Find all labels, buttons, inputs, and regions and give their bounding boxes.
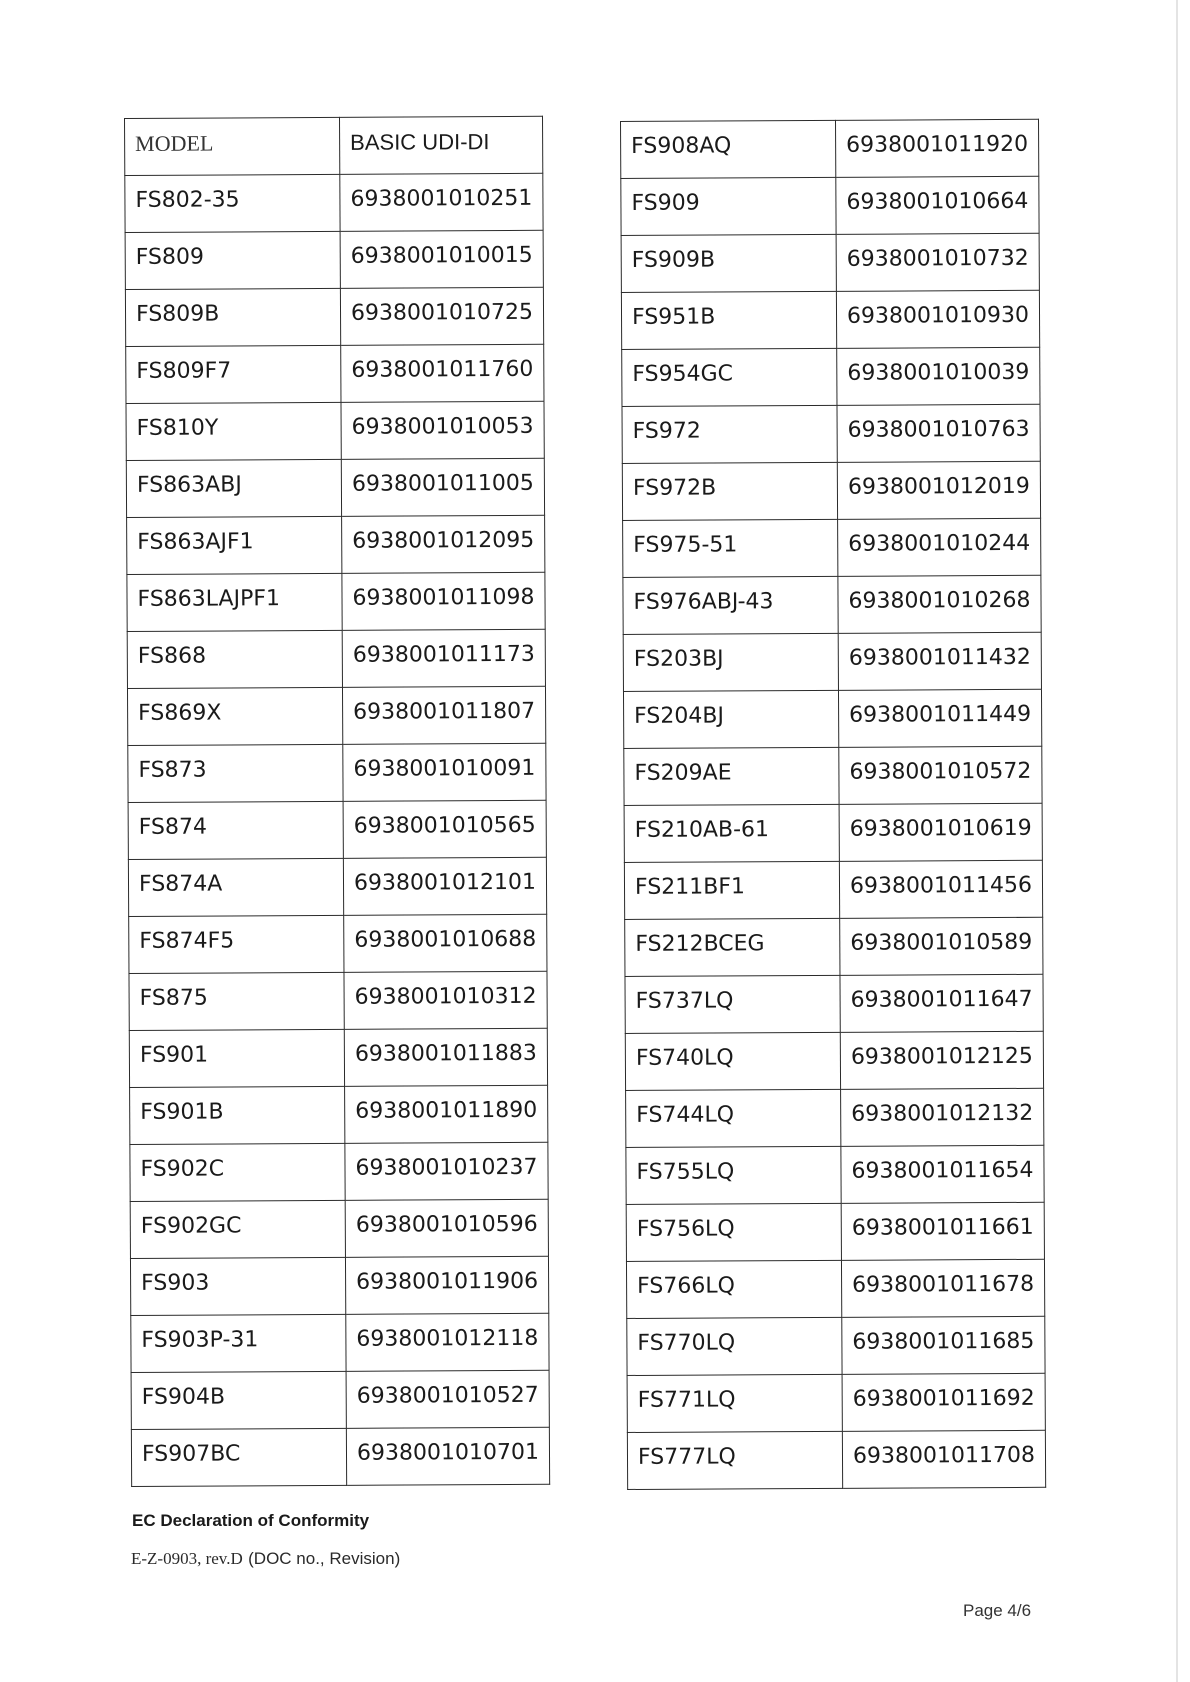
udi-cell: 6938001011173 bbox=[342, 629, 545, 687]
model-column-header: MODEL bbox=[125, 117, 340, 175]
table-row bbox=[127, 629, 545, 688]
table-row bbox=[625, 974, 1043, 1033]
model-cell: FS903P-31 bbox=[131, 1314, 346, 1372]
table-row bbox=[625, 1031, 1043, 1090]
model-cell: FS875 bbox=[129, 972, 344, 1030]
model-cell: FS777LQ bbox=[627, 1431, 842, 1489]
model-cell: FS976ABJ-43 bbox=[623, 576, 838, 634]
udi-cell: 6938001011678 bbox=[841, 1259, 1044, 1317]
table-header-row bbox=[125, 116, 543, 175]
udi-cell: 6938001010091 bbox=[343, 743, 546, 801]
model-cell: FS809F7 bbox=[126, 345, 341, 403]
udi-cell: 6938001010527 bbox=[346, 1370, 549, 1428]
udi-cell: 6938001010268 bbox=[838, 575, 1041, 633]
model-cell: FS771LQ bbox=[627, 1374, 842, 1432]
table-row bbox=[626, 1202, 1044, 1261]
table-row bbox=[621, 176, 1039, 235]
table-row bbox=[126, 344, 544, 403]
udi-cell: 6938001011449 bbox=[838, 689, 1041, 747]
table-row bbox=[626, 1145, 1044, 1204]
table-row bbox=[129, 1028, 547, 1087]
model-cell: FS874F5 bbox=[129, 915, 344, 973]
udi-cell: 6938001010312 bbox=[344, 971, 547, 1029]
udi-cell: 6938001012132 bbox=[841, 1088, 1044, 1146]
table-row bbox=[130, 1142, 548, 1201]
table-row bbox=[627, 1430, 1045, 1489]
model-cell: FS975-51 bbox=[623, 519, 838, 577]
page-edge-shadow bbox=[1176, 0, 1178, 1682]
model-cell: FS901B bbox=[130, 1086, 345, 1144]
table-row bbox=[623, 632, 1041, 691]
table-row bbox=[624, 803, 1042, 862]
table-row bbox=[125, 287, 543, 346]
udi-cell: 6938001011906 bbox=[345, 1256, 548, 1314]
udi-cell: 6938001012118 bbox=[346, 1313, 549, 1371]
udi-table-left-body bbox=[125, 116, 550, 1486]
udi-cell: 6938001011760 bbox=[341, 344, 544, 402]
table-row bbox=[626, 1259, 1044, 1318]
model-cell: FS907BC bbox=[131, 1428, 346, 1486]
udi-cell: 6938001010664 bbox=[836, 176, 1039, 234]
udi-table-right-body bbox=[621, 119, 1046, 1489]
model-cell: FS211BF1 bbox=[624, 861, 839, 919]
udi-cell: 6938001011432 bbox=[838, 632, 1041, 690]
udi-cell: 6938001010565 bbox=[343, 800, 546, 858]
udi-cell: 6938001011890 bbox=[345, 1085, 548, 1143]
table-row bbox=[625, 917, 1043, 976]
table-row bbox=[130, 1199, 548, 1258]
model-cell: FS766LQ bbox=[626, 1260, 841, 1318]
model-cell: FS972 bbox=[622, 405, 837, 463]
table-row bbox=[621, 290, 1039, 349]
udi-cell: 6938001010732 bbox=[836, 233, 1039, 291]
udi-cell: 6938001011708 bbox=[842, 1430, 1045, 1488]
model-cell: FS972B bbox=[622, 462, 837, 520]
document-code-note: (DOC no., Revision) bbox=[248, 1549, 401, 1568]
model-cell: FS874A bbox=[128, 858, 343, 916]
table-row bbox=[128, 800, 546, 859]
udi-table-left bbox=[124, 116, 550, 1487]
udi-cell: 6938001010725 bbox=[340, 287, 543, 345]
udi-cell: 6938001010688 bbox=[344, 914, 547, 972]
udi-cell: 6938001010251 bbox=[340, 173, 543, 231]
udi-cell: 6938001010596 bbox=[345, 1199, 548, 1257]
table-row bbox=[622, 347, 1040, 406]
udi-cell: 6938001012125 bbox=[840, 1031, 1043, 1089]
udi-cell: 6938001010589 bbox=[840, 917, 1043, 975]
model-cell: FS863ABJ bbox=[126, 459, 341, 517]
model-cell: FS909B bbox=[621, 234, 836, 292]
model-cell: FS203BJ bbox=[623, 633, 838, 691]
udi-cell: 6938001010039 bbox=[837, 347, 1040, 405]
udi-cell: 6938001011654 bbox=[841, 1145, 1044, 1203]
table-row bbox=[127, 515, 545, 574]
document-code: E-Z-0903, rev.D bbox=[131, 1549, 243, 1568]
model-cell: FS737LQ bbox=[625, 975, 840, 1033]
table-row bbox=[129, 914, 547, 973]
model-cell: FS756LQ bbox=[626, 1203, 841, 1261]
udi-cell: 6938001010053 bbox=[341, 401, 544, 459]
table-row bbox=[128, 743, 546, 802]
table-row bbox=[623, 689, 1041, 748]
table-row bbox=[127, 572, 545, 631]
table-row bbox=[125, 230, 543, 289]
table-row bbox=[624, 860, 1042, 919]
model-cell: FS902GC bbox=[130, 1200, 345, 1258]
model-cell: FS770LQ bbox=[627, 1317, 842, 1375]
udi-cell: 6938001012101 bbox=[343, 857, 546, 915]
model-cell: FS810Y bbox=[126, 402, 341, 460]
document-reference bbox=[131, 1549, 400, 1569]
udi-cell: 6938001010763 bbox=[837, 404, 1040, 462]
udi-cell: 6938001011883 bbox=[344, 1028, 547, 1086]
table-row bbox=[621, 119, 1039, 178]
udi-cell: 6938001011098 bbox=[342, 572, 545, 630]
model-cell: FS740LQ bbox=[625, 1032, 840, 1090]
udi-column-header: BASIC UDI-DI bbox=[339, 116, 542, 174]
udi-cell: 6938001011692 bbox=[842, 1373, 1045, 1431]
model-cell: FS809 bbox=[125, 231, 340, 289]
table-row bbox=[627, 1373, 1045, 1432]
table-row bbox=[130, 1085, 548, 1144]
table-row bbox=[128, 857, 546, 916]
table-row bbox=[622, 461, 1040, 520]
model-cell: FS951B bbox=[621, 291, 836, 349]
model-cell: FS901 bbox=[129, 1029, 344, 1087]
udi-cell: 6938001011661 bbox=[841, 1202, 1044, 1260]
udi-cell: 6938001011647 bbox=[840, 974, 1043, 1032]
table-row bbox=[127, 686, 545, 745]
table-row bbox=[626, 1088, 1044, 1147]
table-row bbox=[126, 458, 544, 517]
model-cell: FS809B bbox=[125, 288, 340, 346]
udi-cell: 6938001010015 bbox=[340, 230, 543, 288]
model-cell: FS869X bbox=[127, 687, 342, 745]
model-cell: FS903 bbox=[130, 1257, 345, 1315]
table-row bbox=[125, 173, 543, 232]
model-cell: FS902C bbox=[130, 1143, 345, 1201]
model-cell: FS873 bbox=[128, 744, 343, 802]
udi-cell: 6938001012019 bbox=[837, 461, 1040, 519]
model-cell: FS755LQ bbox=[626, 1146, 841, 1204]
table-row bbox=[621, 233, 1039, 292]
model-cell: FS908AQ bbox=[621, 120, 836, 178]
table-row bbox=[130, 1256, 548, 1315]
udi-cell: 6938001010244 bbox=[838, 518, 1041, 576]
table-row bbox=[623, 518, 1041, 577]
udi-cell: 6938001010930 bbox=[836, 290, 1039, 348]
table-row bbox=[627, 1316, 1045, 1375]
udi-cell: 6938001011807 bbox=[342, 686, 545, 744]
model-cell: FS868 bbox=[127, 630, 342, 688]
model-cell: FS909 bbox=[621, 177, 836, 235]
table-row bbox=[622, 404, 1040, 463]
udi-cell: 6938001010572 bbox=[839, 746, 1042, 804]
table-row bbox=[131, 1313, 549, 1372]
model-cell: FS904B bbox=[131, 1371, 346, 1429]
model-cell: FS744LQ bbox=[626, 1089, 841, 1147]
table-row bbox=[131, 1427, 549, 1486]
udi-cell: 6938001010619 bbox=[839, 803, 1042, 861]
udi-table-right bbox=[620, 119, 1046, 1490]
udi-cell: 6938001012095 bbox=[342, 515, 545, 573]
model-cell: FS863AJF1 bbox=[127, 516, 342, 574]
udi-cell: 6938001011685 bbox=[842, 1316, 1045, 1374]
model-cell: FS212BCEG bbox=[625, 918, 840, 976]
table-row bbox=[624, 746, 1042, 805]
model-cell: FS863LAJPF1 bbox=[127, 573, 342, 631]
page-number: Page 4/6 bbox=[963, 1601, 1032, 1620]
udi-cell: 6938001010701 bbox=[346, 1427, 549, 1485]
model-cell: FS802-35 bbox=[125, 174, 340, 232]
table-row bbox=[131, 1370, 549, 1429]
table-row bbox=[129, 971, 547, 1030]
udi-cell: 6938001010237 bbox=[345, 1142, 548, 1200]
table-row bbox=[126, 401, 544, 460]
document-title: EC Declaration of Conformity bbox=[132, 1511, 370, 1530]
udi-cell: 6938001011456 bbox=[839, 860, 1042, 918]
model-cell: FS209AE bbox=[624, 747, 839, 805]
model-cell: FS874 bbox=[128, 801, 343, 859]
udi-cell: 6938001011920 bbox=[835, 119, 1038, 177]
model-cell: FS954GC bbox=[622, 348, 837, 406]
model-cell: FS204BJ bbox=[623, 690, 838, 748]
table-row bbox=[623, 575, 1041, 634]
udi-cell: 6938001011005 bbox=[341, 458, 544, 516]
model-cell: FS210AB-61 bbox=[624, 804, 839, 862]
